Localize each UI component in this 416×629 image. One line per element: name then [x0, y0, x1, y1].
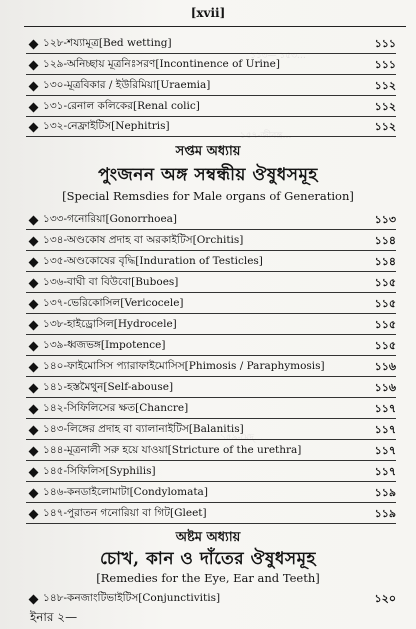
entry-title: ১২৯-অনিচ্ছায় মূত্রনিঃসরণ[Incontinence of Urine]	[43, 57, 280, 70]
entry-title: ১৩০-মূত্রবিকার / ইউরিমিয়া[Uraemia]	[43, 78, 211, 91]
toc-entry[interactable]	[26, 252, 396, 272]
entry-title: ১৪৫-সিফিলিস[Syphilis]	[43, 464, 156, 477]
entry-rule	[26, 313, 396, 314]
entry-page: ১১৫	[374, 338, 396, 352]
entry-page: ১১১	[374, 36, 396, 50]
entry-page: ১১৩	[374, 212, 396, 226]
entry-page: ১১৫	[374, 317, 396, 331]
footer-signature: ইনার ২—	[30, 610, 78, 624]
entry-title: ১৩৮-হাইড্রোসিল[Hydrocele]	[43, 317, 177, 330]
entry-title: ১৪৬-কনডাইলোমাটা[Condylomata]	[43, 485, 208, 498]
entry-title: ১৩৩-গনোরিয়া[Gonorrhoea]	[43, 212, 178, 225]
diamond-bullet-icon	[29, 594, 39, 604]
entry-page: ১১৬	[374, 359, 396, 373]
entry-rule	[26, 74, 396, 75]
entry-title: ১৪৭-পুরাতন গনোরিয়া বা গিট[Gleet]	[43, 506, 207, 519]
entry-page: ১১৫	[374, 296, 396, 310]
chapter-title: সপ্তম অধ্যায়	[175, 144, 241, 159]
toc-entry[interactable]	[26, 34, 396, 54]
entry-rule	[26, 292, 396, 293]
toc-entry[interactable]	[26, 336, 396, 356]
entry-page: ১২০	[374, 591, 396, 605]
entry-title: ১৩৯-ধ্বজভঙ্গ[Impotence]	[43, 338, 166, 351]
toc-entry[interactable]	[26, 231, 396, 251]
toc-entry[interactable]	[26, 55, 396, 75]
entry-title: ১৩২-নেফ্রাইটিস[Nephitris]	[43, 119, 170, 132]
diamond-bullet-icon	[29, 425, 39, 435]
toc-entry[interactable]	[26, 378, 396, 398]
entry-rule	[26, 95, 396, 96]
entry-rule	[26, 481, 396, 482]
diamond-bullet-icon	[29, 299, 39, 309]
entry-page: ১১৪	[374, 254, 396, 268]
entry-page: ১১১	[374, 57, 396, 71]
diamond-bullet-icon	[29, 102, 39, 112]
entry-rule	[26, 460, 396, 461]
diamond-bullet-icon	[29, 122, 39, 132]
diamond-bullet-icon	[29, 446, 39, 456]
entry-title: ১৪৪-মূত্রনালী সরু হয়ে যাওয়া[Stricture of the urethra]	[43, 443, 302, 456]
entry-rule	[26, 229, 396, 230]
toc-entry[interactable]	[26, 76, 396, 96]
toc-entry[interactable]	[26, 441, 396, 461]
header-rule	[24, 26, 406, 27]
entry-page: ১১৯	[374, 485, 396, 499]
entry-rule	[26, 271, 396, 272]
diamond-bullet-icon	[29, 509, 39, 519]
diamond-bullet-icon	[29, 488, 39, 498]
toc-entry[interactable]	[26, 294, 396, 314]
toc-entry[interactable]	[26, 315, 396, 335]
toc-entry[interactable]	[26, 357, 396, 377]
toc-entry[interactable]	[26, 483, 396, 503]
entry-rule	[26, 355, 396, 356]
entry-rule	[26, 418, 396, 419]
diamond-bullet-icon	[29, 60, 39, 70]
toc-entry[interactable]	[26, 97, 396, 117]
toc-entry[interactable]	[26, 589, 396, 609]
entry-rule	[26, 334, 396, 335]
toc-entry[interactable]	[26, 420, 396, 440]
entry-rule	[26, 136, 396, 137]
entry-page: ১১২	[374, 119, 396, 133]
section-heading: পুংজনন অঙ্গ সম্বন্ধীয় ঔষুধসমূহ	[98, 165, 318, 185]
toc-entry[interactable]	[26, 399, 396, 419]
entry-rule	[26, 397, 396, 398]
entry-page: ১১৫	[374, 275, 396, 289]
toc-entry[interactable]	[26, 273, 396, 293]
entry-title: ১৩৬-বাঘী বা বিউবো[Buboes]	[43, 275, 179, 288]
entry-rule	[26, 523, 396, 524]
toc-entry[interactable]	[26, 504, 396, 524]
entry-title: ১২৮-শয্যামূত্র[Bed wetting]	[43, 36, 172, 49]
entry-title: ১৪১-হস্তমৈথুন[Self-abouse]	[43, 380, 174, 393]
diamond-bullet-icon	[29, 215, 39, 225]
entry-title: ১৪৩-লিঙ্গের প্রদাহ বা ব্যালানাইটিস[Balanitis]	[43, 422, 244, 435]
bleed-through-text: ১৫৭-জীবন্ত্র…	[240, 131, 292, 141]
entry-page: ১১২	[374, 78, 396, 92]
diamond-bullet-icon	[29, 236, 39, 246]
diamond-bullet-icon	[29, 404, 39, 414]
entry-title: ১৩১-রেনাল কলিকের[Renal colic]	[43, 99, 200, 112]
chapter-title: অষ্টম অধ্যায়	[175, 530, 241, 545]
entry-page: ১১৪	[374, 233, 396, 247]
entry-rule	[26, 250, 396, 251]
bleed-through-text: ১৫৯-মেদ্…	[220, 433, 263, 443]
entry-page: ১১৬	[374, 380, 396, 394]
diamond-bullet-icon	[29, 278, 39, 288]
entry-page: ১১৭	[374, 422, 396, 436]
entry-rule	[26, 376, 396, 377]
toc-entry[interactable]	[26, 210, 396, 230]
section-subtitle: [Special Remsdies for Male organs of Generation]	[62, 189, 354, 203]
page-number: [xvii]	[190, 6, 226, 20]
diamond-bullet-icon	[29, 81, 39, 91]
entry-rule	[26, 502, 396, 503]
toc-entry[interactable]	[26, 117, 396, 137]
diamond-bullet-icon	[29, 257, 39, 267]
entry-title: ১৩৭-ভেরিকোসিল[Vericocele]	[43, 296, 184, 309]
entry-page: ১১৭	[374, 443, 396, 457]
diamond-bullet-icon	[29, 467, 39, 477]
diamond-bullet-icon	[29, 362, 39, 372]
entry-title: ১৪০-ফাইমোসিস প্যারাফাইমোসিস[Phimosis / Paraphymosis]	[43, 359, 325, 372]
entry-rule	[26, 439, 396, 440]
entry-page: ১১২	[374, 99, 396, 113]
section-subtitle: [Remedies for the Eye, Ear and Teeth]	[96, 571, 320, 585]
toc-entry[interactable]	[26, 462, 396, 482]
entry-page: ১১৭	[374, 464, 396, 478]
diamond-bullet-icon	[29, 39, 39, 49]
diamond-bullet-icon	[29, 341, 39, 351]
bleed-through-text: ১১৩— ১৫৩…	[250, 51, 306, 61]
entry-rule	[26, 53, 396, 54]
section-heading: চোখ, কান ও দাঁতের ঔষুধসমূহ	[100, 549, 316, 569]
diamond-bullet-icon	[29, 383, 39, 393]
entry-title: ১৩৪-অণ্ডকোষ প্রদাহ বা অরকাইটিস[Orchitis]	[43, 233, 244, 246]
entry-title: ১৪৮-কনজাংটিভাইটিস[Conjunctivitis]	[43, 591, 221, 604]
diamond-bullet-icon	[29, 320, 39, 330]
entry-page: ১১৯	[374, 506, 396, 520]
entry-title: ১৩৫-অণ্ডকোষের বৃদ্ধি[Induration of Testicles]	[43, 254, 263, 267]
entry-page: ১১৭	[374, 401, 396, 415]
entry-title: ১৪২-সিফিলিসের ক্ষত[Chancre]	[43, 401, 189, 414]
